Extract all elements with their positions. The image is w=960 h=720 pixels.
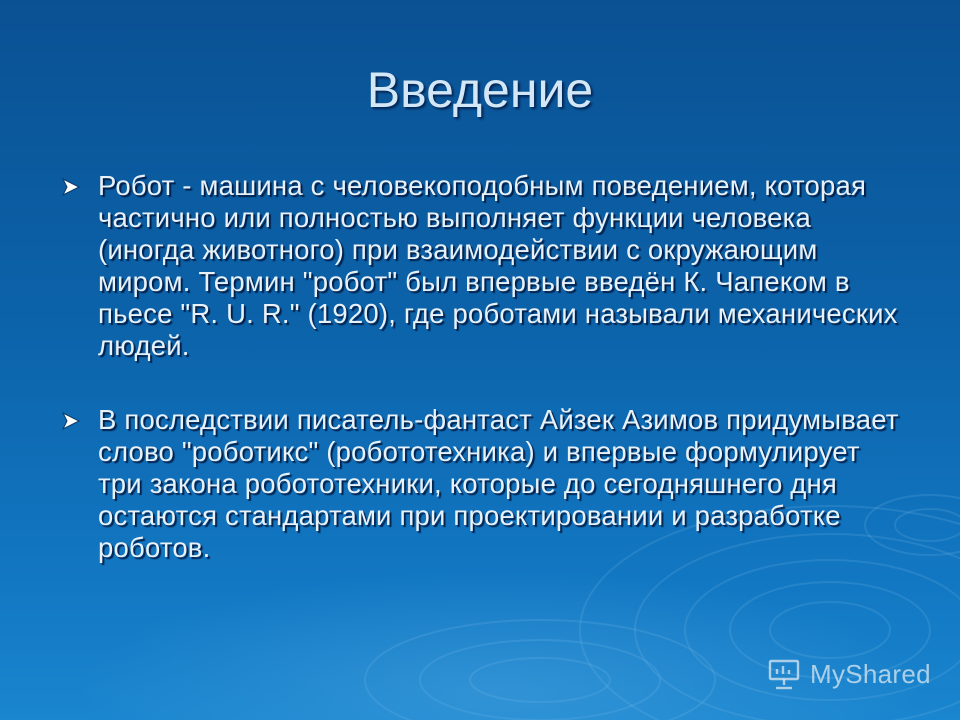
- bullet-item: [58, 170, 908, 362]
- arrowhead-bullet-icon: [58, 408, 84, 434]
- watermark-text: MyShared: [810, 658, 931, 689]
- bullet-item: [58, 404, 908, 564]
- bullet-text: В последствии писатель-фантаст Айзек Азимов придумывает слово "роботикс" (робототехника) и впервые формулирует три закона робототехники, которые до сегодняшнего дня остаются стандартами при проектировании и разработке роботов.: [98, 404, 899, 563]
- arrowhead-bullet-icon: [58, 174, 84, 200]
- slide-title: Введение: [366, 62, 594, 118]
- presentation-board-icon: [766, 657, 802, 691]
- bullet-list: [58, 170, 908, 606]
- watermark: [766, 654, 931, 694]
- bullet-text: Робот - машина с человекоподобным поведением, которая частично или полностью выполняет функции человека (иногда животного) при взаимодействии с окружающим миром. Термин "робот" был впервые введён К. Чапеком в пьесе "R. U. R." (1920), где роботами называли механических людей.: [98, 170, 898, 361]
